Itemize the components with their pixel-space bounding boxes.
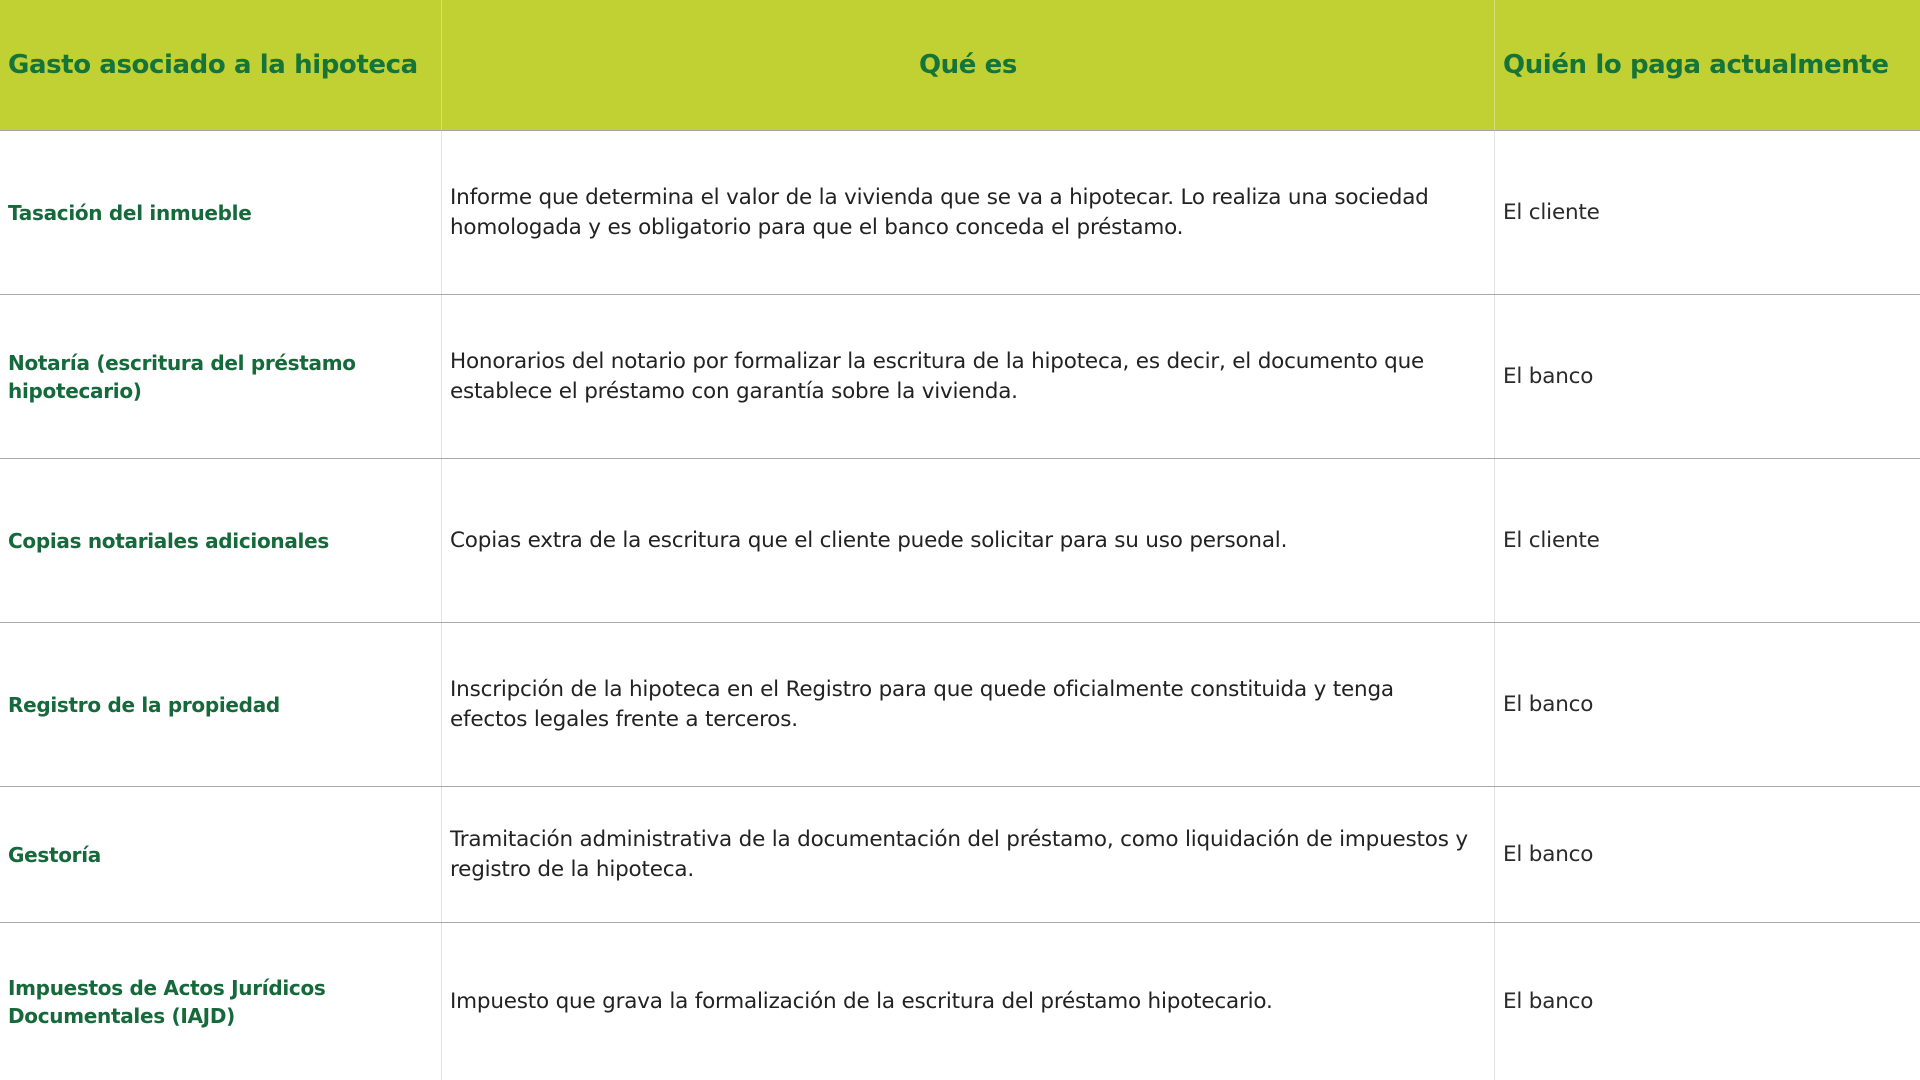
expense-name: Copias notariales adicionales: [8, 528, 329, 553]
table-row: [0, 623, 1920, 787]
header-cell-what: [442, 0, 1495, 130]
table-header-row: [0, 0, 1920, 131]
description-cell: [442, 459, 1495, 622]
expense-payer: El cliente: [1503, 528, 1600, 553]
payer-cell: [1495, 295, 1920, 458]
description-cell: [442, 295, 1495, 458]
table-row: [0, 131, 1920, 295]
expense-name: Impuestos de Actos Jurídicos Documentales (IAJD): [8, 975, 326, 1028]
expense-payer: El banco: [1503, 364, 1594, 389]
payer-cell: [1495, 459, 1920, 622]
table-row: [0, 787, 1920, 923]
expense-payer: El banco: [1503, 692, 1594, 717]
payer-cell: [1495, 923, 1920, 1080]
expense-payer: El cliente: [1503, 200, 1600, 225]
header-cell-expense: [0, 0, 442, 130]
payer-cell: [1495, 131, 1920, 294]
expense-description: Inscripción de la hipoteca en el Registro para que quede oficialmente constituida y tenga efectos legales frente a terceros.: [450, 676, 1394, 732]
expense-description: Honorarios del notario por formalizar la escritura de la hipoteca, es decir, el documento que establece el préstamo con garantía sobre la vivienda.: [450, 348, 1425, 404]
expense-description: Informe que determina el valor de la vivienda que se va a hipotecar. Lo realiza una sociedad homologada y es obligatorio para que el banco conceda el préstamo.: [450, 184, 1429, 240]
expense-cell: [0, 923, 442, 1080]
table-row: [0, 295, 1920, 459]
expense-cell: [0, 459, 442, 622]
expense-cell: [0, 787, 442, 922]
header-cell-payer: [1495, 0, 1920, 130]
table-row: [0, 923, 1920, 1080]
header-expense: Gasto asociado a la hipoteca: [8, 50, 418, 80]
description-cell: [442, 923, 1495, 1080]
expense-name: Gestoría: [8, 842, 102, 867]
header-payer: Quién lo paga actualmente: [1503, 50, 1889, 80]
expense-cell: [0, 623, 442, 786]
expense-name: Registro de la propiedad: [8, 692, 280, 717]
expense-payer: El banco: [1503, 842, 1594, 867]
payer-cell: [1495, 623, 1920, 786]
expense-payer: El banco: [1503, 989, 1594, 1014]
expense-name: Tasación del inmueble: [8, 200, 252, 225]
expense-description: Tramitación administrativa de la documentación del préstamo, como liquidación de impuestos y registro de la hipoteca.: [450, 826, 1468, 882]
header-what: Qué es: [918, 50, 1017, 80]
description-cell: [442, 131, 1495, 294]
expense-description: Copias extra de la escritura que el cliente puede solicitar para su uso personal.: [450, 527, 1288, 553]
description-cell: [442, 623, 1495, 786]
payer-cell: [1495, 787, 1920, 922]
expense-name: Notaría (escritura del préstamo hipotecario): [8, 350, 356, 403]
table-row: [0, 459, 1920, 623]
expense-description: Impuesto que grava la formalización de la escritura del préstamo hipotecario.: [450, 988, 1273, 1014]
description-cell: [442, 787, 1495, 922]
expense-cell: [0, 295, 442, 458]
expense-cell: [0, 131, 442, 294]
